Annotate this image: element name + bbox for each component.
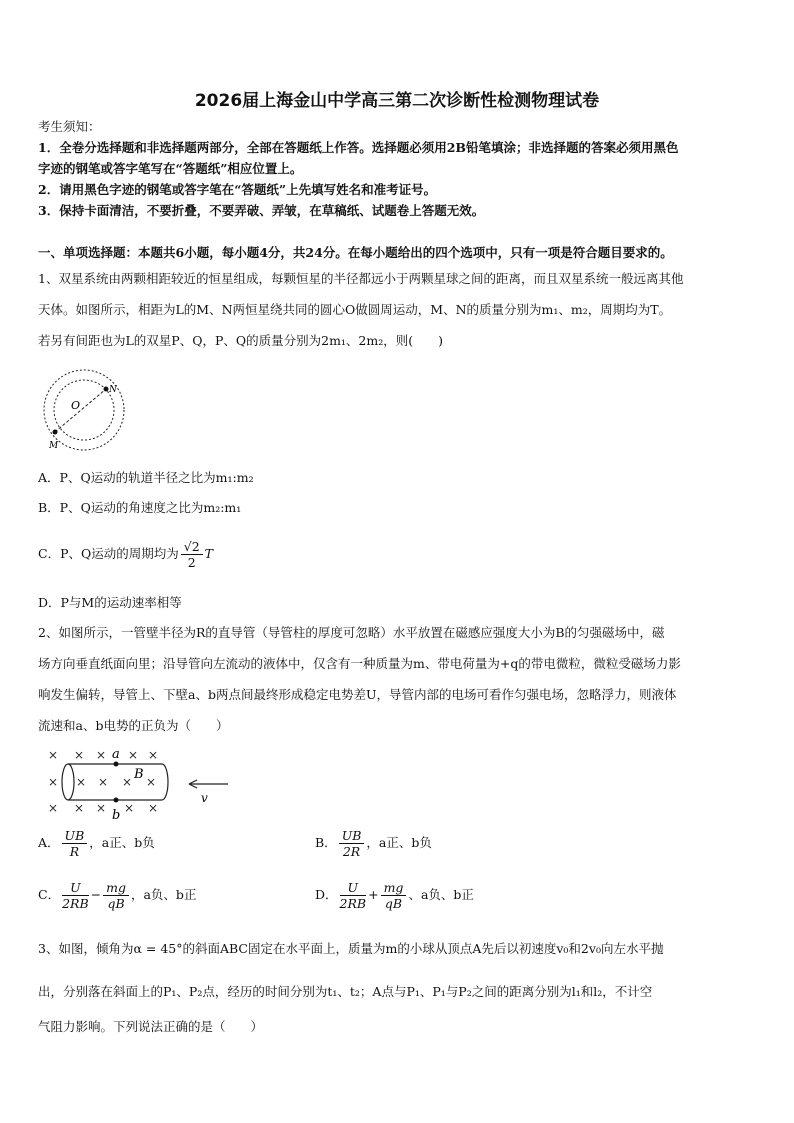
- cross-mark: ×: [146, 775, 157, 789]
- question-3-text: 3、如图，倾角为α = 45°的斜面ABC固定在水平面上，质量为m的小球从顶点A先后以初速度v₀和2v₀向左水平抛: [38, 941, 664, 956]
- star-m-label: M: [49, 441, 59, 451]
- numerator: U: [62, 880, 89, 896]
- cross-mark: ×: [122, 775, 133, 789]
- cross-mark: ×: [74, 748, 85, 762]
- cross-mark: ×: [148, 801, 159, 815]
- denominator: 2RB: [62, 896, 89, 911]
- cross-mark: ×: [98, 775, 109, 789]
- cross-mark: ×: [76, 775, 87, 789]
- question-1-text: 若另有间距也为L的双星P、Q，P、Q的质量分别为2m₁、2m₂，则( ): [38, 333, 444, 348]
- notice-item: 1．全卷分选择题和非选择题两部分，全部在答题纸上作答。选择题必须用2B铅笔填涂；非选择题的答案必须用黑色: [38, 140, 679, 155]
- numerator: mg: [103, 880, 129, 896]
- center-label: O: [71, 399, 81, 412]
- denominator: qB: [384, 896, 403, 911]
- cross-mark: ×: [74, 801, 85, 815]
- point-a-label: a: [112, 747, 120, 762]
- denominator: 2RB: [339, 896, 367, 911]
- field-b-label: B: [134, 767, 144, 782]
- cross-mark: ×: [96, 801, 107, 815]
- numerator: mg: [381, 880, 407, 896]
- question-1-text: 1、双星系统由两颗相距较近的恒星组成，每颗恒星的半径都远小于两颗星球之间的距离，而且双星系统一般远离其他: [38, 271, 684, 286]
- option-c: [38, 536, 760, 572]
- point-a-dot: [114, 762, 119, 767]
- question-3-text: 出，分别落在斜面上的P₁、P₂点，经历的时间分别为t₁、t₂；A点与P₁、P₁与P₂之间的距离分别为l₁和l₂，不计空: [38, 984, 653, 999]
- star-n-dot: [104, 387, 109, 392]
- cross-mark: ×: [48, 801, 59, 815]
- numerator: UB: [62, 828, 88, 844]
- denominator: R: [69, 844, 80, 859]
- star-n-label: N: [109, 385, 117, 395]
- option-c-fraction-1: [62, 880, 89, 911]
- fraction-denominator: 2: [187, 555, 196, 570]
- option-label: C．: [38, 887, 61, 902]
- option-d: [315, 878, 474, 912]
- operator: +: [368, 887, 379, 902]
- separation-line: [55, 389, 106, 432]
- option-b: B．P、Q运动的角速度之比为m₂:m₁: [38, 500, 242, 515]
- question-2-text: 流速和a、b电势的正负为（ ）: [38, 718, 229, 733]
- point-b-dot: [114, 798, 119, 803]
- option-d-fraction-1: [340, 880, 367, 911]
- question-2-text: 响发生偏转，导管上、下壁a、b两点间最终形成稳定电势差U，导管内部的电场可看作匀强电场，忽略浮力，则液体: [38, 687, 677, 702]
- option-b: [315, 826, 432, 860]
- notice-item: 2．请用黑色字迹的钢笔或答字笔在“答题纸”上先填写姓名和准考证号。: [38, 182, 437, 197]
- notice-heading: 考生须知：: [38, 119, 101, 134]
- notice-item: 3．保持卡面清洁，不要折叠，不要弄破、弄皱，在草稿纸、试题卷上答题无效。: [38, 203, 485, 218]
- question-2-text: 2、如图所示，一管壁半径为R的直导管（导管柱的厚度可忽略）水平放置在磁感应强度大小为B的匀强磁场中，磁: [38, 625, 665, 640]
- option-label: A．: [38, 835, 60, 850]
- star-m-dot: [53, 430, 58, 435]
- velocity-label: v: [201, 791, 208, 805]
- option-c: [38, 878, 196, 912]
- section-heading: 一、单项选择题：本题共6小题，每小题4分，共24分。在每小题给出的四个选项中，只有一项是符合题目要求的。: [38, 245, 673, 260]
- option-d-fraction-2: [381, 880, 407, 911]
- cross-mark: ×: [96, 748, 107, 762]
- question-3-text: 气阻力影响。下列说法正确的是（ ）: [38, 1019, 264, 1034]
- option-label: D．: [315, 887, 338, 902]
- option-c-suffix: T: [204, 546, 213, 561]
- cross-mark: ×: [124, 801, 135, 815]
- cross-mark: ×: [148, 748, 159, 762]
- question-2-text: 场方向垂直纸面向里；沿导管向左流动的液体中，仅含有一种质量为m、带电荷量为+q的带电微粒，微粒受磁场力影: [38, 656, 681, 671]
- option-d: D．P与M的运动速率相等: [38, 595, 182, 610]
- option-a: A．P、Q运动的轨道半径之比为m₁:m₂: [38, 470, 254, 485]
- binary-star-diagram: [38, 368, 133, 456]
- option-a: [38, 826, 155, 860]
- outer-orbit: [44, 370, 124, 450]
- cross-mark: ×: [128, 748, 139, 762]
- numerator: UB: [339, 828, 365, 844]
- cross-mark: ×: [48, 775, 59, 789]
- period-fraction: [181, 539, 203, 570]
- numerator: U: [340, 880, 367, 896]
- option-c-prefix: C．P、Q运动的周期均为: [38, 546, 179, 561]
- fraction-numerator: √2: [181, 539, 203, 555]
- operator: −: [90, 887, 102, 902]
- page-title: 2026届上海金山中学高三第二次诊断性检测物理试卷: [194, 91, 600, 111]
- option-suffix: ，a正、b负: [89, 835, 155, 850]
- option-b-fraction: [339, 828, 365, 859]
- option-suffix: ，a负、b正: [130, 887, 197, 902]
- question-1-text: 天体。如图所示，相距为L的M、N两恒星绕共同的圆心O做圆周运动，M、N的质量分别为m₁、m₂，周期均为T。: [38, 302, 672, 317]
- option-c-fraction-2: [103, 880, 129, 911]
- option-label: B．: [315, 835, 337, 850]
- option-suffix: ，a正、b负: [366, 835, 432, 850]
- point-b-label: b: [112, 808, 121, 822]
- notice-item: 字迹的钢笔或答字笔写在“答题纸”相应位置上。: [38, 161, 303, 176]
- option-suffix: 、a负、b正: [408, 887, 474, 902]
- tube-magnetic-field-diagram: [44, 746, 244, 822]
- denominator: qB: [107, 896, 125, 911]
- tube-end: [62, 764, 74, 800]
- option-a-fraction: [62, 828, 88, 859]
- denominator: 2R: [342, 844, 361, 859]
- cross-mark: ×: [48, 748, 59, 762]
